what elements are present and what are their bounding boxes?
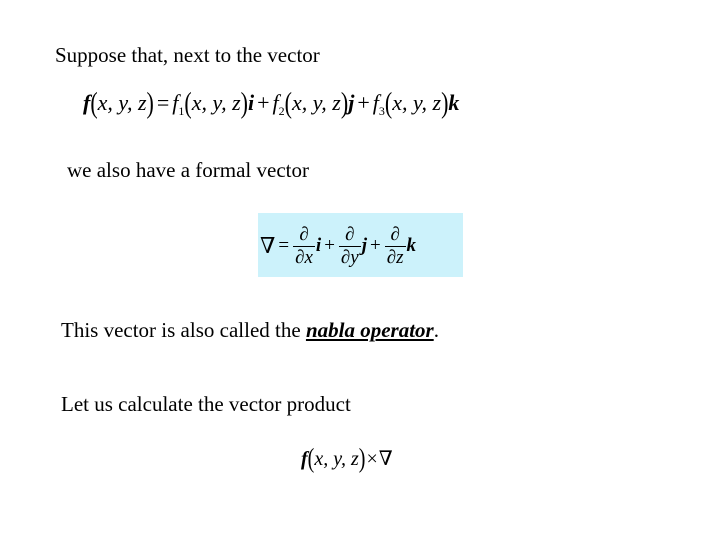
f2-subscript: 2: [278, 104, 285, 118]
f2-symbol: f: [272, 90, 279, 115]
nabla-operator-sentence: [61, 320, 439, 341]
f1-symbol: f: [172, 90, 179, 115]
cross-product-expression: f(x, y, z)×∇: [301, 443, 393, 474]
partial-y-denominator: ∂y: [340, 246, 359, 268]
intro-sentence: Suppose that, next to the vector: [55, 43, 320, 67]
nabla-unit-k: k: [406, 235, 417, 256]
f-symbol: f: [83, 90, 91, 115]
nabla-plus-1: +: [324, 235, 335, 256]
nabla-sentence-period: .: [433, 318, 439, 342]
cross-nabla-symbol: ∇: [378, 448, 393, 470]
nabla-equation: [260, 219, 416, 273]
nabla-sentence-prefix: This vector is also called the: [61, 318, 306, 342]
partial-y-fraction: [339, 225, 361, 268]
cross-f-args: x, y, z: [314, 448, 359, 470]
f3-subscript: 3: [378, 104, 385, 118]
cross-times-sign: ×: [366, 448, 378, 470]
unit-j: j: [348, 90, 355, 115]
plus-sign-2: +: [357, 90, 370, 115]
f1-args: x, y, z: [191, 90, 241, 115]
nabla-operator-term: nabla operator: [305, 318, 434, 342]
partial-z-numerator: ∂: [385, 225, 406, 247]
nabla-equals: =: [278, 235, 290, 256]
partial-z-denominator: ∂z: [386, 246, 404, 268]
partial-x-denominator: ∂x: [295, 246, 313, 268]
vector-f-equation: f(x, y, $z) = f_1(x$, y, $z)i + f_2(x$, y, $z)j + f_3(x$, y, z)k: [83, 85, 460, 120]
cross-f-symbol: f: [301, 448, 308, 470]
formal-vector-sentence: we also have a formal vector: [67, 158, 309, 182]
unit-i: i: [247, 90, 255, 115]
f-args: x, y, z: [97, 90, 147, 115]
vector-product-sentence: Let us calculate the vector product: [61, 392, 351, 416]
f1-subscript: 1: [178, 104, 185, 118]
unit-k: k: [448, 90, 460, 115]
partial-x-fraction: [293, 225, 315, 268]
plus-sign-1: +: [257, 90, 270, 115]
nabla-symbol: ∇: [260, 233, 276, 258]
partial-y-numerator: ∂: [339, 225, 361, 247]
nabla-unit-j: j: [361, 235, 368, 256]
f3-symbol: f: [372, 90, 379, 115]
partial-x-numerator: ∂: [293, 225, 315, 247]
equals-sign: =: [156, 90, 170, 115]
partial-z-fraction: [385, 225, 406, 268]
f3-args: x, y, z: [392, 90, 442, 115]
nabla-unit-i: i: [315, 235, 322, 256]
nabla-plus-2: +: [370, 235, 381, 256]
f2-args: x, y, z: [291, 90, 341, 115]
